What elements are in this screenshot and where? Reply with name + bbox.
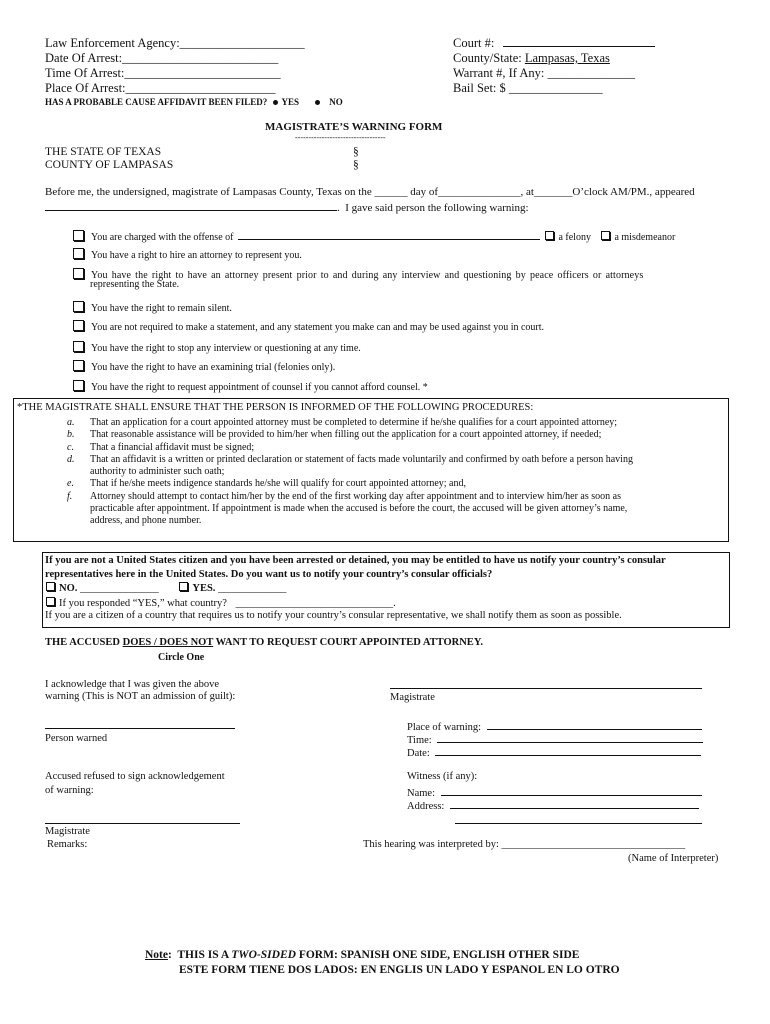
section-symbol-2: § (353, 159, 359, 171)
procedure-text: That an affidavit is a written or printed declaration or statement of facts made voluntarily and confirmed by oath before a person having (90, 453, 633, 465)
acknowledge-line-2: warning (This is NOT an admission of guilt): (45, 691, 236, 702)
date-of-arrest-field: Date Of Arrest:_________________________ (45, 51, 279, 65)
procedure-item (67, 478, 717, 490)
procedures-heading: *THE MAGISTRATE SHALL ENSURE THAT THE PERSON IS INFORMED OF THE FOLLOWING PROCEDURES: (17, 402, 534, 413)
person-warned-line (45, 718, 235, 729)
no-checkbox-icon[interactable] (46, 582, 55, 591)
procedure-item (67, 454, 717, 479)
place-of-warning-blank (487, 719, 702, 730)
place-of-warning-field: Place of warning: (407, 719, 702, 733)
appeared-name-blank (45, 200, 337, 211)
no-label: NO. (59, 583, 78, 594)
magistrate-signature-line (390, 678, 702, 689)
intro-line-2: . I gave said person the following warning: (45, 200, 529, 214)
magistrate2-label: Magistrate (45, 826, 90, 837)
does-does-not-choice[interactable]: DOES / DOES NOT (122, 637, 214, 648)
remarks-label: Remarks: (47, 839, 88, 850)
warning-silent: You have the right to remain silent. (73, 301, 232, 314)
procedure-letter: a. (67, 417, 75, 428)
magistrate-label: Magistrate (390, 692, 435, 703)
time-blank (437, 732, 703, 743)
warning-attorney-present-cont: representing the State. (90, 279, 180, 290)
affidavit-no: NO (329, 97, 343, 107)
county-state-value: Lampasas, Texas (524, 51, 610, 65)
warning-attorney-present: You have the right to have an attorney present prior to and during any interview and questioning by peace officers or attorneys (73, 268, 643, 281)
procedure-letter: d. (67, 453, 75, 465)
procedure-item (67, 491, 717, 528)
affidavit-yes: YES (281, 97, 299, 107)
yes-checkbox-icon[interactable] (179, 582, 188, 591)
caption-county: COUNTY OF LAMPASAS (45, 159, 174, 171)
country-blank: ______________________________. (235, 598, 396, 609)
acknowledge-line-1: I acknowledge that I was given the above (45, 679, 220, 690)
note-label: Note (145, 949, 168, 961)
misdemeanor-label: a misdemeanor (614, 232, 676, 243)
procedure-text: That a financial affidavit must be signed; (90, 441, 255, 453)
procedure-text: That reasonable assistance will be provided to him/her when filling out the application for a court appointed attorney, if needed; (90, 429, 602, 441)
date-field: Date: (407, 745, 701, 759)
felony-checkbox-icon[interactable] (545, 231, 554, 240)
title-rule: ---------------------------------- (295, 133, 386, 142)
consular-country: If you responded “YES,” what country? ______________________________. (46, 597, 396, 609)
date-blank (435, 745, 701, 756)
refused-line-2: of warning: (45, 785, 94, 796)
checkbox-icon[interactable] (73, 320, 84, 331)
checkbox-icon[interactable] (73, 360, 84, 371)
procedures-list (67, 417, 717, 528)
warrant-field: Warrant #, If Any: ______________ (453, 66, 635, 80)
intro-line-1: Before me, the undersigned, magistrate of Lampasas County, Texas on the ______ day of_______________, at_______O’clock AM/PM., appeared (45, 186, 695, 198)
procedure-letter: e. (67, 478, 74, 490)
affidavit-question: HAS A PROBABLE CAUSE AFFIDAVIT BEEN FILED? YES NO (45, 97, 343, 107)
checkbox-icon[interactable] (73, 248, 84, 259)
county-state-label: County/State: (453, 51, 522, 65)
yes-blank: _____________ (218, 583, 287, 594)
misdemeanor-checkbox-icon[interactable] (601, 231, 610, 240)
witness-address-line-2 (455, 813, 702, 824)
yes-bullet-icon (273, 100, 278, 105)
person-warned-label: Person warned (45, 733, 108, 744)
refused-line-1: Accused refused to sign acknowledgement (45, 771, 225, 782)
procedure-item (67, 442, 717, 454)
procedure-text: Attorney should attempt to contact him/her by the end of the first working day after appointment and to interview him/her as soon as (90, 490, 621, 502)
warning-appointment: You have the right to request appointment of counsel if you cannot afford counsel. * (73, 380, 428, 393)
magistrate2-signature-line (45, 813, 240, 824)
interpreter-name-label: (Name of Interpreter) (628, 853, 719, 864)
court-number-label: Court #: (453, 36, 495, 50)
county-state-field (453, 51, 610, 66)
witness-name-blank (441, 785, 702, 796)
place-of-arrest-field: Place Of Arrest:________________________ (45, 81, 276, 95)
consular-line-2: representatives here in the United States. Do you want us to notify your country’s consular officials? (45, 569, 493, 580)
consular-line-1: If you are not a United States citizen and you have been arrested or detained, you may be entitled to have us notify your country’s consular (45, 555, 666, 566)
time-field: Time: (407, 732, 703, 746)
felony-label: a felony (558, 232, 591, 243)
procedure-text: That if he/she meets indigence standards he/she will qualify for court appointed attorney; and, (90, 478, 466, 490)
court-number-field (453, 36, 655, 51)
checkbox-icon[interactable] (73, 268, 84, 279)
accused-request: THE ACCUSED DOES / DOES NOT WANT TO REQUEST COURT APPOINTED ATTORNEY. (45, 637, 484, 648)
court-number-blank (503, 36, 655, 47)
no-bullet-icon (315, 100, 320, 105)
circle-one: Circle One (158, 652, 205, 663)
time-of-arrest-field: Time Of Arrest:_________________________ (45, 66, 281, 80)
procedure-text: authority to administer such oath; (90, 466, 225, 478)
yes-label: YES. (192, 583, 216, 594)
caption-state: THE STATE OF TEXAS (45, 146, 162, 158)
procedure-text: That an application for a court appointed attorney must be completed to determine if he/she qualifies for a court appointed attorney; (90, 417, 618, 428)
procedure-text: address, and phone number. (90, 515, 202, 527)
agency-field: Law Enforcement Agency:____________________ (45, 36, 305, 50)
warning-stop: You have the right to stop any interview or questioning at any time. (73, 341, 361, 354)
country-checkbox-icon[interactable] (46, 597, 55, 606)
witness-address-blank (450, 798, 699, 809)
no-blank: _______________ (80, 583, 159, 594)
section-symbol-1: § (353, 146, 359, 158)
procedure-letter: c. (67, 441, 74, 453)
checkbox-icon[interactable] (73, 380, 84, 391)
witness-address-field: Address: (407, 798, 699, 812)
interpreted-by: This hearing was interpreted by: ___________________________________ (363, 839, 686, 850)
warning-trial: You have the right to have an examining trial (felonies only). (73, 360, 335, 373)
procedure-item (67, 417, 717, 429)
procedure-letter: f. (67, 490, 73, 502)
form-title: MAGISTRATE’S WARNING FORM (265, 121, 443, 133)
bail-field: Bail Set: $ _______________ (453, 81, 603, 95)
offense-blank (238, 229, 540, 240)
warning-charged: You are charged with the offense of a felony a misdemeanor (73, 229, 675, 243)
checkbox-icon[interactable] (73, 341, 84, 352)
procedure-letter: b. (67, 429, 75, 441)
warning-statement: You are not required to make a statement, and any statement you make can and may be used against you in court. (73, 320, 544, 333)
procedure-text: practicable after appointment. If appointment is made when the accused is before the court, the accused will be given attorney’s name, (90, 503, 628, 515)
checkbox-icon[interactable] (73, 230, 84, 241)
witness-name-field: Name: (407, 785, 702, 799)
consular-citizen-note: If you are a citizen of a country that requires us to notify your country’s consular representative, we shall notify them as soon as possible. (45, 610, 622, 621)
procedure-item (67, 429, 717, 441)
warning-hire: You have a right to hire an attorney to represent you. (73, 248, 302, 261)
witness-label: Witness (if any): (407, 771, 478, 782)
checkbox-icon[interactable] (73, 301, 84, 312)
consular-options (46, 582, 286, 594)
two-sided-note: Note: THIS IS A TWO-SIDED FORM: SPANISH ONE SIDE, ENGLISH OTHER SIDE (145, 949, 580, 961)
two-sided-note-spanish: ESTE FORM TIENE DOS LADOS: EN ENGLIS UN LADO Y ESPANOL EN LO OTRO (179, 964, 620, 976)
